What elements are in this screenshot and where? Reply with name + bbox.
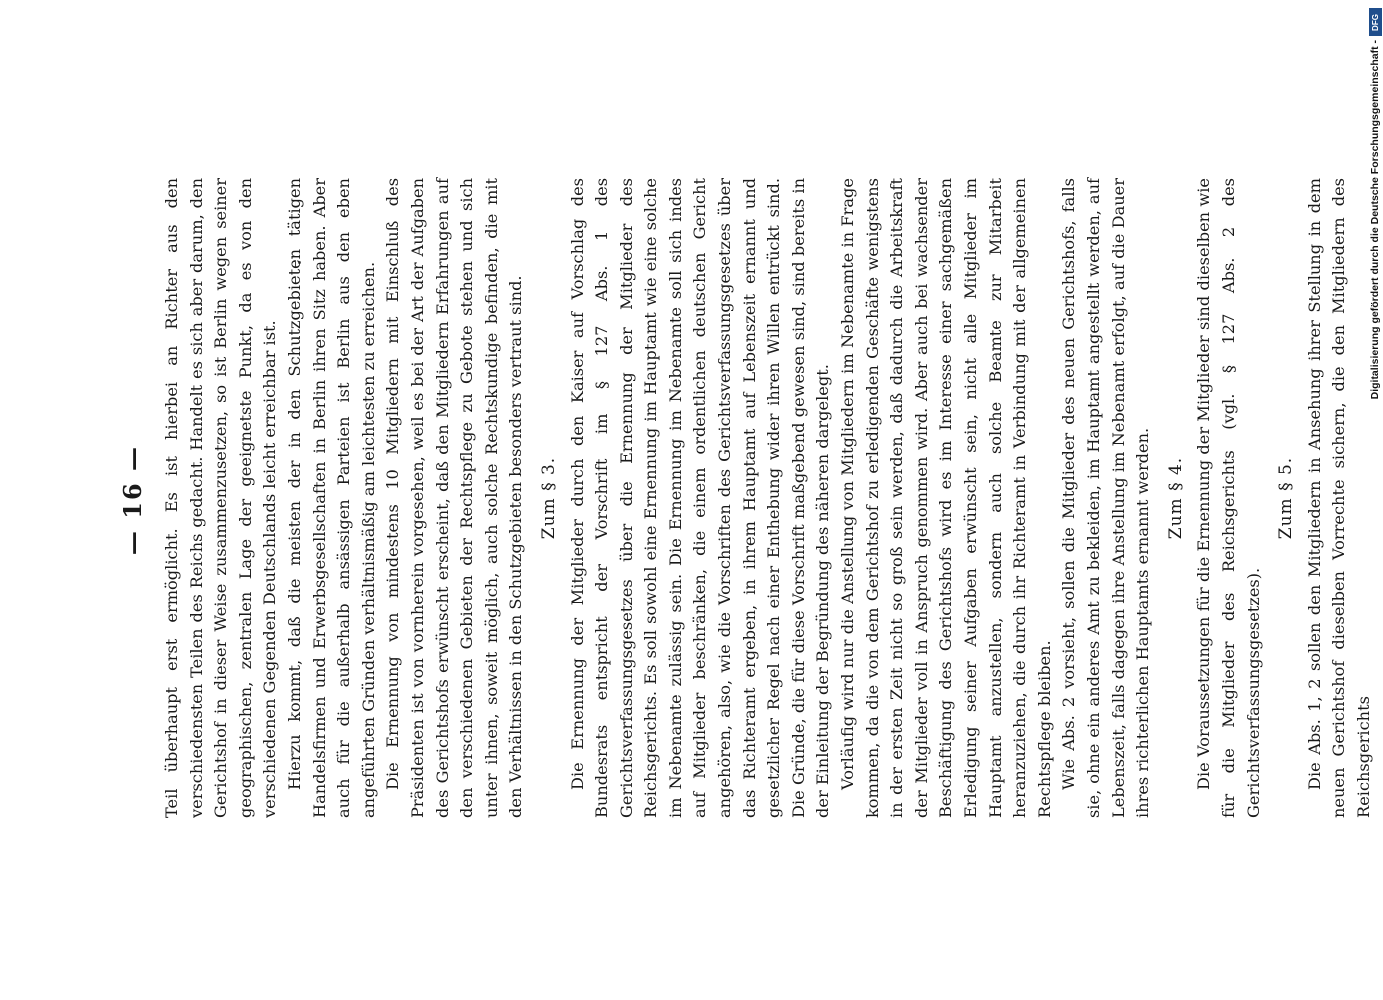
attribution-text: Digitalisierung gefördert durch die Deutsche Forschungsgemeinschaft -	[1369, 40, 1381, 400]
paragraph: Hierzu kommt, daß die meisten der in den Schutzgebieten tätigen Handelsfirmen und Erwerbsgesellschaften in Berlin ihren Sitz haben. Aber auch für die außerhalb ansässigen Parteien ist Berlin aus den eben angeführten Gründen verhältnismäßig am leichtesten zu erreichen.	[284, 178, 378, 818]
body-text	[160, 178, 1377, 818]
section-heading-3: Zum § 3.	[538, 456, 559, 540]
paragraph: Die Ernennung der Mitglieder durch den Kaiser auf Vorschlag des Bundesrats entspricht der Vorschrift im § 127 Abs. 1 des Gerichtsverfassungsgesetzes über die Ernennung der Mitglieder des Reichsgerichts. Es soll sowohl eine Ernennung im Hauptamt wie eine solche im Nebenamte zulässig sein. Die Ernennung im Nebenamte soll sich indes auf Mitglieder beschränken, die einem ordentlichen deutschen Gericht angehören, also, wie die Vorschriften des Gerichtsverfassungsgesetzes über das Richteramt ergeben, in ihrem Hauptamt auf Lebenszeit ernannt und gesetzlicher Regel nach einer Enthebung wider ihren Willen entrückt sind. Die Gründe, die für diese Vorschrift maßgebend gewesen sind, sind bereits in der Einleitung der Begründung des näheren dargelegt.	[567, 178, 833, 818]
paragraph: Teil überhaupt erst ermöglicht. Es ist hierbei an Richter aus den verschiedensten Teilen des Reichs gedacht. Handelt es sich aber darum, den Gerichtshof in dieser Weise zusammenzusetzen, so ist Berlin wegen seiner geographischen, zentralen Lage der geeignetste Punkt, da es von den verschiedenen Gegenden Deutschlands leicht erreichbar ist.	[162, 178, 280, 818]
section-heading-5: Zum § 5.	[1276, 456, 1297, 540]
dfg-logo	[1369, 8, 1382, 36]
dfg-logo-label: DFG	[1371, 13, 1381, 31]
paragraph: Wie Abs. 2 vorsieht, sollen die Mitglieder des neuen Gerichtshofs, falls sie, ohne ein anderes Amt zu bekleiden, im Hauptamt angestellt werden, auf Lebenszeit, falls dagegen ihre Anstellung im Nebenamt erfolgt, auf die Dauer ihres richterlichen Hauptamts ernannt werden.	[1059, 178, 1153, 818]
paragraph: Vorläufig wird nur die Anstellung von Mitgliedern im Nebenamte in Frage kommen, da die von dem Gerichtshof zu erledigenden Geschäfte wenigstens in der ersten Zeit nicht so groß sein werden, daß dadurch die Arbeitskraft der Mitglieder voll in Anspruch genommen wird. Aber auch bei wachsender Beschäftigung des Gerichtshofs wird es im Interesse einer sachgemäßen Erledigung seiner Aufgaben erwünscht sein, nicht alle Mitglieder im Hauptamt anzustellen, sondern auch solche Beamte zur Mitarbeit heranzuziehen, die durch ihr Richteramt in Verbindung mit der allgemeinen Rechtspflege bleiben.	[838, 178, 1054, 818]
paragraph: Die Ernennung von mindestens 10 Mitgliedern mit Einschluß des Präsidenten ist von vornherein vorgesehen, weil es bei der Art der Aufgaben des Gerichtshofs erwünscht erscheint, daß den Mitgliedern Erfahrungen auf den verschiedenen Gebieten der Rechtspflege zu Gebote stehen und sich unter ihnen, soweit möglich, auch solche Rechtskundige befinden, die mit den Verhältnissen in den Schutzgebieten besonders vertraut sind.	[383, 178, 526, 818]
paragraph: Die Abs. 1, 2 sollen den Mitgliedern in Ansehung ihrer Stellung in dem neuen Gerichtshof dieselben Vorrechte sichern, die den Mitgliedern des Reichsgerichts	[1304, 178, 1373, 818]
page-number: — 16 —	[118, 444, 147, 556]
section-heading-4: Zum § 4.	[1165, 456, 1186, 540]
attribution-strip	[1368, 40, 1382, 1000]
paragraph: Die Voraussetzungen für die Ernennung der Mitglieder sind dieselben wie für die Mitglieder des Reichsgerichts (vgl. § 127 Abs. 2 des Gerichtsverfassungsgesetzes).	[1194, 178, 1263, 818]
